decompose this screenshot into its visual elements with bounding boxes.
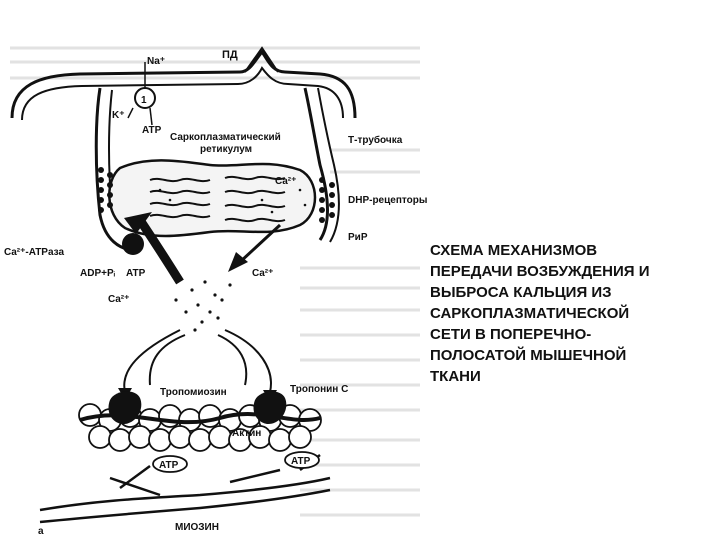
figure-caption bbox=[430, 240, 715, 387]
caption-line-6: ПОЛОСАТОЙ МЫШЕЧНОЙ bbox=[430, 347, 627, 364]
label-ca-mid-left: Ca²⁺ bbox=[108, 294, 130, 305]
label-atp-top: ATP bbox=[142, 125, 162, 136]
label-atp-myo-left: ATP bbox=[159, 460, 179, 471]
label-ca-sr: Ca²⁺ bbox=[275, 176, 297, 187]
label-figure-letter: а bbox=[38, 526, 44, 537]
label-troponin: Тропонин С bbox=[290, 384, 349, 395]
caption-line-3: ВЫБРОСА КАЛЬЦИЯ ИЗ bbox=[430, 284, 612, 301]
ca-arrow-return bbox=[150, 335, 185, 385]
label-t-tubule: Т-трубочка bbox=[348, 135, 403, 146]
label-atp-mid: ATP bbox=[126, 268, 146, 279]
label-ryr: PиP bbox=[348, 232, 368, 243]
na-k-pump bbox=[128, 62, 155, 125]
ca-release-arrowhead bbox=[228, 252, 248, 272]
caption-line-4: САРКОПЛАЗМАТИЧЕСКОЙ bbox=[430, 305, 630, 322]
ca-atpase-sphere bbox=[122, 233, 144, 255]
caption-line-5: СЕТИ В ПОПЕРЕЧНО- bbox=[430, 326, 592, 343]
caption-line-2: ПЕРЕДАЧИ ВОЗБУЖДЕНИЯ И bbox=[430, 263, 650, 280]
label-actin: Актин bbox=[232, 428, 262, 439]
ca-arrow-to-myosin-left bbox=[124, 330, 180, 392]
caption-line-7: ТКАНИ bbox=[430, 368, 481, 385]
label-adp: ADP+Pᵢ bbox=[80, 268, 116, 279]
label-tropomyosin: Тропомиозин bbox=[160, 387, 227, 398]
ca-arrow-to-troponin bbox=[225, 330, 271, 392]
label-dhp: DHP-рецепторы bbox=[348, 195, 428, 206]
label-atp-myo-right: ATP bbox=[291, 456, 311, 467]
caption-line-1: СХЕМА МЕХАНИЗМОВ bbox=[430, 242, 598, 259]
label-ca-mid-right: Ca²⁺ bbox=[252, 268, 274, 279]
label-sr: Саркоплазматический bbox=[170, 132, 281, 143]
label-ca-atpase: Ca²⁺-ATPаза bbox=[4, 247, 65, 258]
label-pd: ПД bbox=[222, 49, 238, 61]
label-na: Na⁺ bbox=[147, 56, 166, 67]
label-myosin: МИОЗИН bbox=[175, 522, 219, 533]
label-sr-2: ретикулум bbox=[200, 144, 253, 155]
pump-number: 1 bbox=[141, 95, 147, 106]
label-k: K⁺ bbox=[112, 110, 125, 121]
